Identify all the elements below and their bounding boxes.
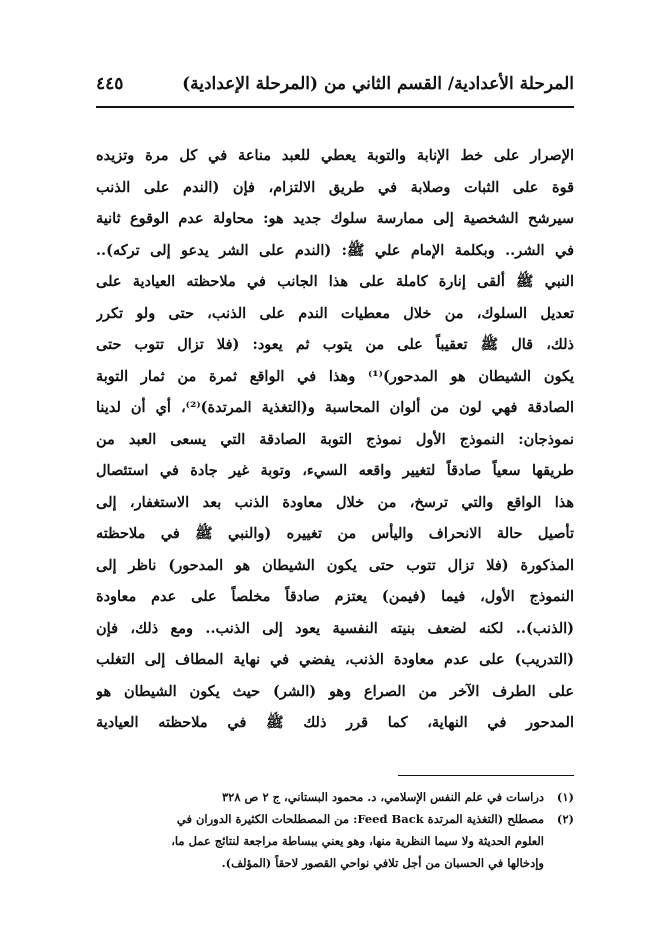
- body-line: ذلك، قال ﷺ تعقيباً على من يتوب ثم يعود: (فلا تزال تتوب حتى: [96, 336, 574, 353]
- body-line: سيرشح الشخصية إلى ممارسة سلوك جديد هو: محاولة عدم الوقوع ثانية: [96, 210, 574, 227]
- header-title: المرحلة الأعدادية/ القسم الثاني من (المرحلة الإعدادية): [182, 74, 574, 94]
- footnote-1: [96, 786, 574, 808]
- body-text: [96, 140, 574, 739]
- footnote-text: دراسات في علم النفس الإسلامي، د. محمود البستاني، ج ٢ ص ٣٢٨: [221, 790, 544, 804]
- body-line: الصادقة فهي لون من ألوان المحاسبة و(التغذية المرتدة)⁽²⁾، أي أن لدينا: [96, 399, 574, 416]
- body-line: المذكورة (فلا تزال تتوب حتى يكون الشيطان هو المدحور) ناظر إلى: [96, 556, 574, 574]
- body-line: تأصيل حالة الانحراف واليأس من تغييره (والنبي ﷺ في ملاحظته: [96, 525, 574, 542]
- running-header: [96, 70, 574, 108]
- body-line: الإصرار على خط الإنابة والتوبة يعطي للعبد مناعة في كل مرة وتزيده: [96, 147, 574, 164]
- body-line: المدحور في النهاية، كما قرر ذلك ﷺ في ملاحظته العيادية: [96, 714, 574, 731]
- footnote-2-continuation: وإدخالها في الحسبان من أجل تلافي نواحي القصور لاحقاً (المؤلف).: [221, 856, 544, 870]
- footnote-marker: (٢): [556, 812, 574, 826]
- body-line: طريقها سعياً صادقاً لتغيير واقعه السيء، وتوبة غير جادة في استئصال: [96, 462, 574, 479]
- body-line: على الطرف الآخر من الصراع وهو (الشر) حيث يكون الشيطان هو: [96, 682, 574, 700]
- body-line: هذا الواقع والتي ترسخ، من خلال معاودة الذنب بعد الاستغفار، إلى: [96, 493, 574, 511]
- body-line: يكون الشيطان هو المدحور)⁽¹⁾ وهذا في الواقع ثمرة من ثمار التوبة: [96, 367, 574, 385]
- footnote-2: [96, 808, 574, 830]
- footnotes: [96, 786, 574, 874]
- body-line: (الذنب).. لكنه لضعف بنيته النفسية يعود إلى الذنب.. ومع ذلك، فإن: [96, 619, 574, 637]
- footnote-text: مصطلح (التغذية المرتدة Feed Back: من المصطلحات الكثيرة الدوران في: [176, 812, 544, 826]
- footnote-separator: [398, 775, 574, 776]
- body-line: نموذجان: النموذج الأول نموذج التوبة الصادقة التي يسعى العبد من: [96, 430, 574, 448]
- body-line: النموذج الأول، فيما (فيمن) يعتزم صادقاً مخلصاً على عدم معاودة: [96, 588, 574, 605]
- page-number: ٤٤٥: [96, 74, 124, 94]
- body-line: تعديل السلوك، من خلال معطيات الندم على الذنب، حتى ولو تكرر: [96, 304, 574, 322]
- body-line: قوة على الثبات وصلابة في طريق الالتزام، فإن (الندم على الذنب: [96, 178, 574, 196]
- body-line: في الشر.. وبكلمة الإمام علي ﷺ: (الندم على الشر يدعو إلى تركه)..: [96, 241, 574, 259]
- footnote-2-continuation: العلوم الحديثة ولا سيما النظرية منها، وهو يعني ببساطة مراجعة لنتائج عمل ما،: [171, 834, 544, 848]
- body-line: النبي ﷺ ألقى إنارة كاملة على هذا الجانب في ملاحظته العيادية على: [96, 273, 574, 290]
- body-line: (التدريب) على عدم معاودة الذنب، يفضي في نهاية المطاف إلى التغلب: [96, 651, 574, 668]
- footnote-marker: (١): [556, 790, 574, 804]
